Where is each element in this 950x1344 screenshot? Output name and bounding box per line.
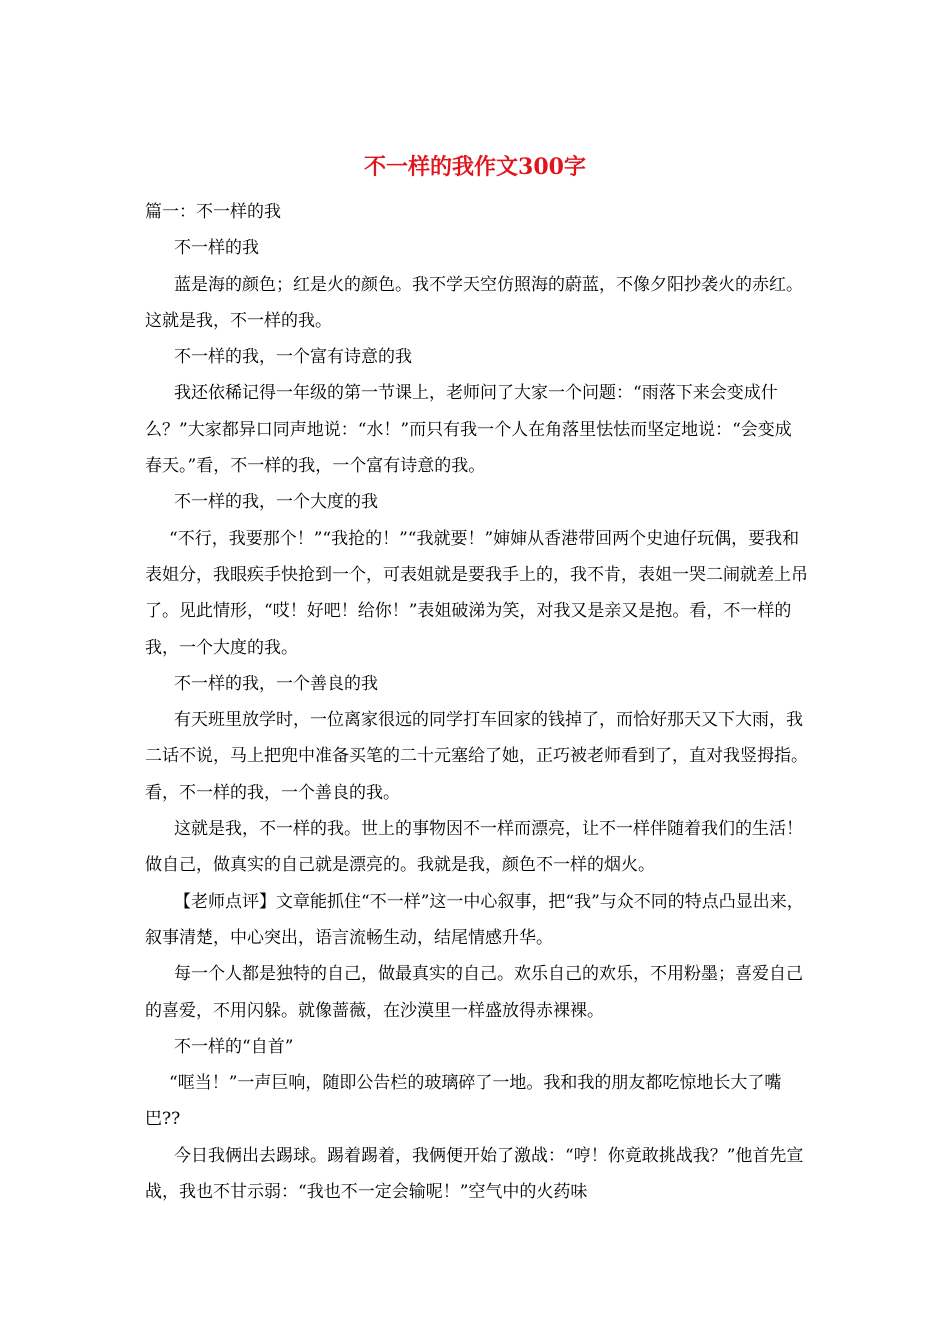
essay-title: 不一样的我 [174,238,259,259]
document-title: 不一样的我作文300字 [364,154,586,180]
subheading: 不一样的我，一个善良的我 [174,673,378,694]
paragraph: “哐当！”一声巨响，随即公告栏的玻璃碎了一地。我和我的朋友都吃惊地长大了嘴巴?? [145,1073,782,1130]
paragraph: 这就是我，不一样的我。世上的事物因不一样而漂亮，让不一样伴随着我们的生活！做自己，做真实的自己就是漂亮的。我就是我，颜色不一样的烟火。 [145,819,803,876]
paragraph: 有天班里放学时，一位离家很远的同学打车回家的钱掉了，而恰好那天又下大雨，我二话不说，马上把兜中准备买笔的二十元塞给了她，正巧被老师看到了，直对我竖拇指。看，不一样的我，一个善良的我。 [145,710,808,803]
section-heading: 篇一：不一样的我 [145,202,281,222]
subheading: 不一样的我，一个大度的我 [174,492,378,513]
essay-title: 不一样的“自首” [174,1036,294,1057]
paragraph: 我还依稀记得一年级的第一节课上，老师问了大家一个问题：“雨落下来会变成什么？”大家都异口同声地说：“水！”而只有我一个人在角落里怯怯而坚定地说：“会变成春天。”看，不一样的我，一个富有诗意的我。 [145,383,792,477]
paragraph: 蓝是海的颜色；红是火的颜色。我不学天空仿照海的蔚蓝，不像夕阳抄袭火的赤红。这就是我，不一样的我。 [145,274,803,331]
paragraph: 今日我俩出去踢球。踢着踢着，我俩便开始了激战：“哼！你竟敢挑战我？”他首先宣战，我也不甘示弱：“我也不一定会输呢！”空气中的火药味 [145,1145,804,1203]
document-body [145,194,808,1210]
paragraph: 每一个人都是独特的自己，做最真实的自己。欢乐自己的欢乐，不用粉墨；喜爱自己的喜爱，不用闪躲。就像蔷薇，在沙漠里一样盛放得赤裸裸。 [145,964,803,1021]
paragraph: “不行，我要那个！”“我抢的！”“我就要！”婶婶从香港带回两个史迪仔玩偶，要我和表姐分，我眼疾手快抢到一个，可表姐就是要我手上的，我不肯，表姐一哭二闹就差上吊了。见此情形，“哎！好吧！给你！”表姐破涕为笑，对我又是亲又是抱。看，不一样的我，一个大度的我。 [145,528,808,658]
teacher-comment: 【老师点评】文章能抓住“不一样”这一中心叙事，把“我”与众不同的特点凸显出来，叙事清楚，中心突出，语言流畅生动，结尾情感升华。 [145,891,804,948]
subheading: 不一样的我，一个富有诗意的我 [174,347,412,368]
